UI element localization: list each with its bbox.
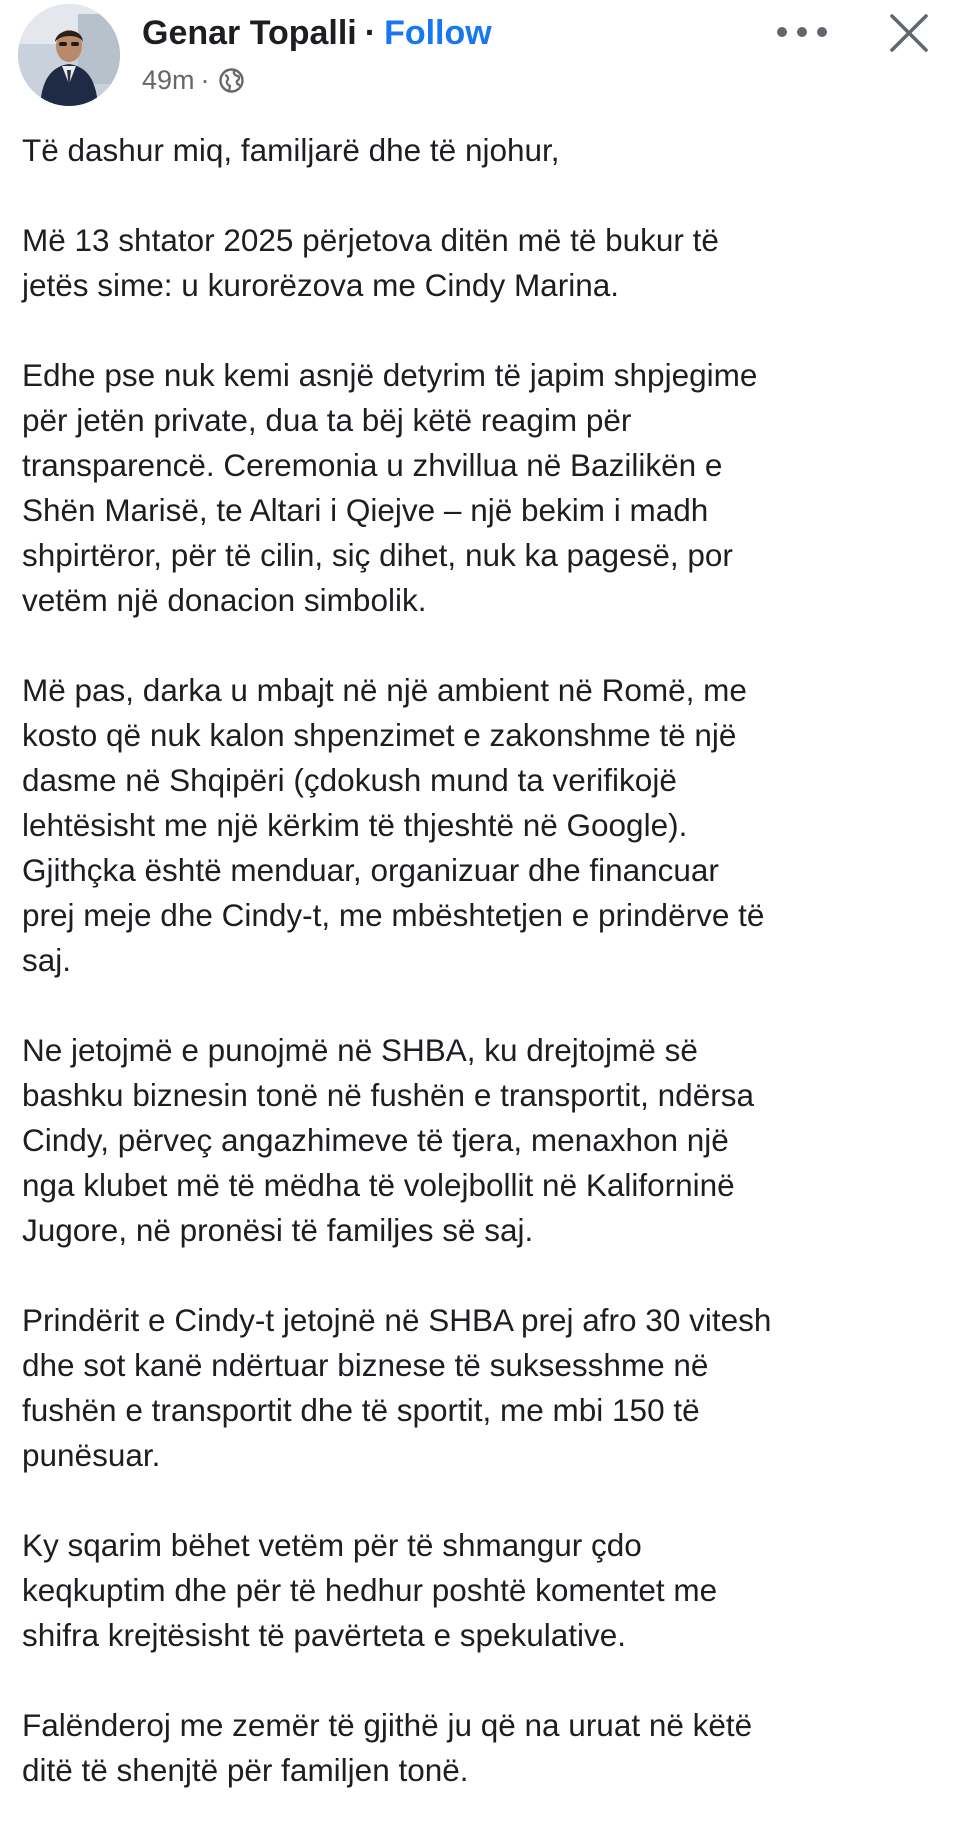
text-line: dasme në Shqipëri (çdokush mund ta verifikojë bbox=[22, 762, 677, 798]
text-line: Ky sqarim bëhet vetëm për të shmangur çdo bbox=[22, 1527, 642, 1563]
post-body bbox=[22, 128, 942, 1793]
close-icon bbox=[888, 12, 930, 54]
text-line: Më pas, darka u mbajt në një ambient në Romë, me bbox=[22, 672, 747, 708]
text-line: punësuar. bbox=[22, 1437, 161, 1473]
text-line: Gjithçka është menduar, organizuar dhe financuar bbox=[22, 852, 719, 888]
close-button[interactable] bbox=[880, 4, 938, 62]
text-line: kosto që nuk kalon shpenzimet e zakonshme të një bbox=[22, 717, 737, 753]
post-meta bbox=[142, 60, 245, 100]
text-line: Jugore, në pronësi të familjes së saj. bbox=[22, 1212, 534, 1248]
text-line: Edhe pse nuk kemi asnjë detyrim të japim shpjegime bbox=[22, 357, 758, 393]
text-line: Cindy, përveç angazhimeve të tjera, menaxhon një bbox=[22, 1122, 729, 1158]
text-line: keqkuptim dhe për të hedhur poshtë komentet me bbox=[22, 1572, 718, 1608]
post-header bbox=[0, 0, 955, 120]
text-line: shifra krejtësisht të pavërteta e spekulative. bbox=[22, 1617, 627, 1653]
avatar-photo bbox=[18, 4, 120, 106]
text-line: Falënderoj me zemër të gjithë ju që na uruat në këtë bbox=[22, 1707, 753, 1743]
globe-icon[interactable] bbox=[218, 67, 245, 94]
text-line: Më 13 shtator 2025 përjetova ditën më të bukur të bbox=[22, 222, 719, 258]
text-line: fushën e transportit dhe të sportit, me mbi 150 të bbox=[22, 1392, 700, 1428]
meta-separator: · bbox=[200, 64, 210, 95]
paragraph bbox=[22, 1523, 942, 1658]
paragraph bbox=[22, 668, 942, 983]
text-line: dhe sot kanë ndërtuar biznese të suksesshme në bbox=[22, 1347, 709, 1383]
text-line: prej meje dhe Cindy-t, me mbështetjen e prindërve të bbox=[22, 897, 765, 933]
author-name[interactable]: Genar Topalli bbox=[142, 13, 357, 52]
text-line: për jetën private, dua ta bëj këtë reagim për bbox=[22, 402, 632, 438]
text-line: lehtësisht me një kërkim të thjeshtë në Google). bbox=[22, 807, 688, 843]
text-line: jetës sime: u kurorëzova me Cindy Marina. bbox=[22, 267, 619, 303]
paragraph bbox=[22, 1028, 942, 1253]
text-line: shpirtëror, për të cilin, siç dihet, nuk ka pagesë, por bbox=[22, 537, 733, 573]
text-line: vetëm një donacion simbolik. bbox=[22, 582, 427, 618]
paragraph bbox=[22, 1298, 942, 1478]
author-separator: · bbox=[364, 13, 377, 52]
paragraph bbox=[22, 1703, 942, 1793]
text-line: transparencë. Ceremonia u zhvillua në Bazilikën e bbox=[22, 447, 723, 483]
paragraph bbox=[22, 353, 942, 623]
more-options-button[interactable] bbox=[770, 8, 834, 56]
text-line: Shën Marisë, te Altari i Qiejve – një bekim i madh bbox=[22, 492, 709, 528]
text-line: ditë të shenjtë për familjen tonë. bbox=[22, 1752, 469, 1788]
follow-button[interactable]: Follow bbox=[384, 13, 492, 52]
post-timestamp[interactable]: 49m bbox=[142, 64, 195, 95]
avatar[interactable] bbox=[18, 4, 120, 106]
text-line: Prindërit e Cindy-t jetojnë në SHBA prej afro 30 vitesh bbox=[22, 1302, 772, 1338]
paragraph bbox=[22, 218, 942, 308]
text-line: saj. bbox=[22, 942, 72, 978]
more-horizontal-icon bbox=[774, 25, 830, 39]
paragraph bbox=[22, 128, 942, 173]
text-line: nga klubet më të mëdha të volejbollit në Kaliforninë bbox=[22, 1167, 735, 1203]
text-line: Ne jetojmë e punojmë në SHBA, ku drejtojmë së bbox=[22, 1032, 698, 1068]
text-line: bashku biznesin tonë në fushën e transportit, ndërsa bbox=[22, 1077, 754, 1113]
text-line: Të dashur miq, familjarë dhe të njohur, bbox=[22, 132, 560, 168]
author-line bbox=[142, 10, 492, 56]
